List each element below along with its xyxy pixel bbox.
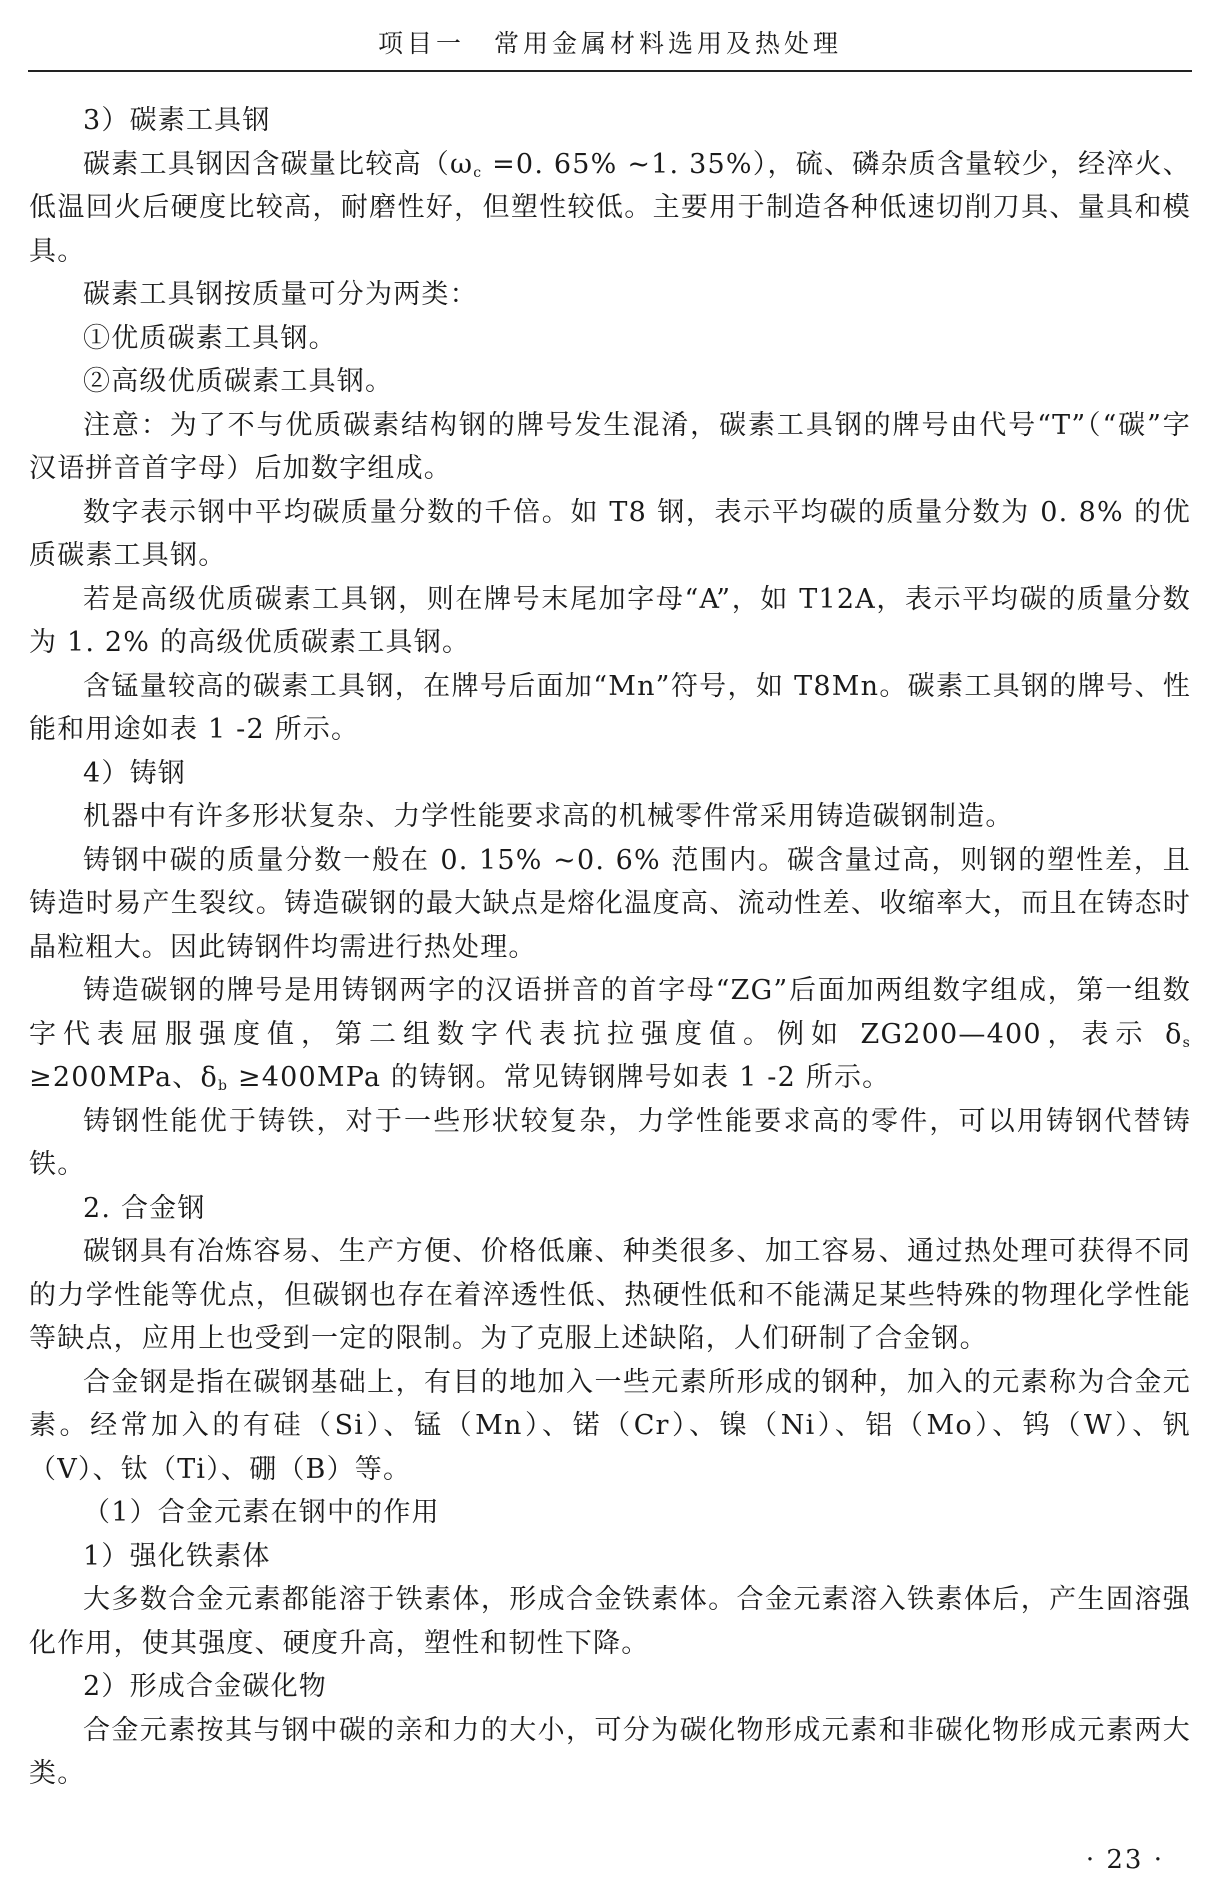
- header-title: 项目一 常用金属材料选用及热处理: [377, 29, 842, 58]
- paragraph: 铸钢中碳的质量分数一般在 0. 15% ~0. 6% 范围内。碳含量过高，则钢的塑性差，且铸造时易产生裂纹。铸造碳钢的最大缺点是熔化温度高、流动性差、收缩率大，而且在铸态时晶粒粗大。因此铸钢件均需进行热处理。: [29, 844, 1191, 963]
- paragraph: 若是高级优质碳素工具钢，则在牌号末尾加字母“A”，如 T12A，表示平均碳的质量分数为 1. 2% 的高级优质碳素工具钢。: [29, 583, 1191, 658]
- paragraph: 机器中有许多形状复杂、力学性能要求高的机械零件常采用铸造碳钢制造。: [83, 801, 1014, 832]
- section-heading: 2. 合金钢: [83, 1192, 206, 1224]
- paragraph: 数字表示钢中平均碳质量分数的千倍。如 T8 钢，表示平均碳的质量分数为 0. 8% 的优质碳素工具钢。: [29, 496, 1191, 571]
- paragraph: 合金钢是指在碳钢基础上，有目的地加入一些元素所形成的钢种，加入的元素称为合金元素。经常加入的有硅（Si）、锰（Mn）、锘（Cr）、镍（Ni）、铝（Mo）、钨（W）、钒（V）、钛（Ti）、硼（B）等。: [29, 1366, 1191, 1485]
- paragraph: 碳钢具有冶炼容易、生产方便、价格低廉、种类很多、加工容易、通过热处理可获得不同的力学性能等优点，但碳钢也存在着淬透性低、热硬性低和不能满足某些特殊的物理化学性能等缺点，应用上也受到一定的限制。为了克服上述缺陷，人们研制了合金钢。: [29, 1236, 1191, 1354]
- paragraph: 碳素工具钢因含碳量比较高（$\omega_c =0$. 65% ~1. 35%），硫、磷杂质含量较少，经淬火、低温回火后硬度比较高，耐磨性好，但塑性较低。主要用于制造各种低速切削刀具、量具和模具。: [29, 148, 1191, 267]
- paragraph: 大多数合金元素都能溶于铁素体，形成合金铁素体。合金元素溶入铁素体后，产生固溶强化作用，使其强度、硬度升高，塑性和韧性下降。: [29, 1584, 1191, 1659]
- paragraph: 含锰量较高的碳素工具钢，在牌号后面加“Mn”符号，如 T8Mn。碳素工具钢的牌号、性能和用途如表 1 -2 所示。: [29, 670, 1191, 745]
- running-header: [28, 20, 1192, 72]
- section-heading: 3）碳素工具钢: [83, 105, 271, 136]
- paragraph: 碳素工具钢按质量可分为两类：: [83, 279, 478, 310]
- section-heading: （1）合金元素在钢中的作用: [83, 1497, 440, 1528]
- paragraph: 注意：为了不与优质碳素结构钢的牌号发生混淆，碳素工具钢的牌号由代号“T”（“碳”字汉语拼音首字母）后加数字组成。: [29, 409, 1191, 484]
- paragraph: ②高级优质碳素工具钢。: [83, 366, 394, 397]
- paragraph: ①优质碳素工具钢。: [83, 322, 337, 354]
- section-heading: 2）形成合金碳化物: [83, 1671, 327, 1702]
- paragraph: 铸造碳钢的牌号是用铸钢两字的汉语拼音的首字母“ZG”后面加两组数字组成，第一组数字代表屈服强度值，第二组数字代表抗拉强度值。例如 ZG200—400，表示 $\delta_s \ge 200MPa$、$\delta_b \ge 400MPa$ 的铸钢。常见铸钢牌号如表 1 -2 所示。: [29, 975, 1191, 1094]
- page-number: · 23 ·: [1085, 1845, 1164, 1875]
- section-heading: 4）铸钢: [83, 757, 186, 789]
- body-text: [29, 99, 1191, 1796]
- paragraph: 合金元素按其与钢中碳的亲和力的大小，可分为碳化物形成元素和非碳化物形成元素两大类。: [29, 1714, 1191, 1789]
- section-heading: 1）强化铁素体: [83, 1540, 271, 1572]
- paragraph: 铸钢性能优于铸铁，对于一些形状较复杂，力学性能要求高的零件，可以用铸钢代替铸铁。: [29, 1105, 1191, 1180]
